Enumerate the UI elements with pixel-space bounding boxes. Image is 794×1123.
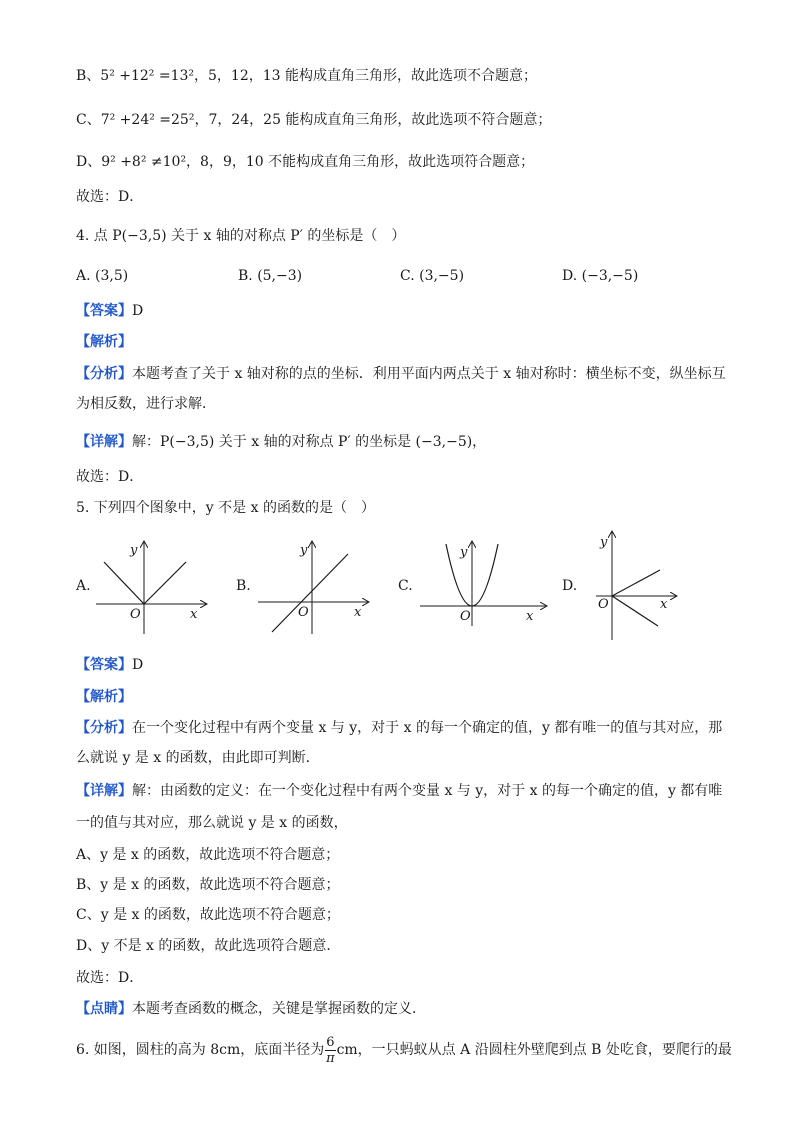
answer-tag: 【答案】 bbox=[76, 303, 132, 319]
q4-option-c: C. (3,−5) bbox=[400, 268, 465, 284]
x-label: x bbox=[660, 597, 668, 612]
item-a: A、y 是 x 的函数，故此选项不符合题意； bbox=[76, 847, 340, 863]
y-label: y bbox=[460, 545, 468, 560]
q6-text-post: cm，一只蚂蚁从点 A 沿圆柱外壁爬到点 B 处吃食，要爬行的最 bbox=[336, 1042, 732, 1058]
graph-a bbox=[88, 538, 218, 638]
item-c: C、y 是 x 的函数，故此选项不符合题意； bbox=[76, 907, 340, 923]
fraction-6-over-pi bbox=[325, 1035, 335, 1066]
fenxi-4-line-2: 为相反数，进行求解． bbox=[76, 396, 216, 412]
option-c-explanation: C、7² +24² =25²，7，24，25 能构成直角三角形，故此选项不符合题意； bbox=[76, 112, 552, 128]
origin-label: O bbox=[598, 597, 609, 612]
graph-d bbox=[580, 528, 680, 642]
conclusion-line-1: 故选：D． bbox=[76, 189, 144, 205]
graph-c bbox=[416, 538, 550, 628]
answer-5 bbox=[76, 655, 143, 675]
question-4: 4. 点 P(−3,5) 关于 x 轴的对称点 P′ 的坐标是（ ） bbox=[76, 228, 406, 244]
item-d: D、y 不是 x 的函数，故此选项符合题意． bbox=[76, 938, 341, 954]
x-label: x bbox=[526, 609, 534, 624]
y-label: y bbox=[600, 535, 608, 550]
q6-text-pre: 6. 如图，圆柱的高为 8cm，底面半径为 bbox=[76, 1042, 325, 1058]
fenxi-tag: 【分析】 bbox=[76, 366, 132, 382]
analysis-heading-5 bbox=[76, 687, 132, 707]
conclusion-line-3: 故选：D． bbox=[76, 970, 144, 986]
graph-c-label: C. bbox=[398, 578, 413, 594]
q4-option-b: B. (5,−3) bbox=[238, 268, 303, 284]
dianjing-tag: 【点睛】 bbox=[76, 1001, 132, 1017]
xiangjie-5-line-1 bbox=[76, 781, 722, 801]
graph-b bbox=[250, 538, 380, 638]
item-b: B、y 是 x 的函数，故此选项不符合题意； bbox=[76, 877, 340, 893]
analysis-heading-4 bbox=[76, 332, 132, 352]
graph-line bbox=[272, 554, 348, 632]
answer-value: D bbox=[132, 303, 144, 319]
graph-line-up bbox=[612, 570, 660, 596]
fenxi-5-line-1 bbox=[76, 718, 722, 738]
xiangjie-text: 解：由函数的定义：在一个变化过程中有两个变量 x 与 y，对于 x 的每一个确定的值，y 都有唯 bbox=[132, 783, 723, 799]
fenxi-tag: 【分析】 bbox=[76, 720, 132, 736]
graph-a-label: A. bbox=[76, 578, 91, 594]
fenxi-5-line-2: 么就说 y 是 x 的函数，由此即可判断． bbox=[76, 750, 320, 766]
conclusion-line-2: 故选：D． bbox=[76, 469, 144, 485]
q4-option-a: A. (3,5) bbox=[76, 268, 129, 284]
analysis-tag: 【解析】 bbox=[76, 689, 132, 705]
xiangjie-4 bbox=[76, 432, 486, 452]
graph-line bbox=[144, 562, 186, 604]
xiangjie-text: 解：P(−3,5) 关于 x 轴的对称点 P′ 的坐标是 (−3,−5)， bbox=[132, 434, 487, 450]
x-label: x bbox=[354, 605, 362, 620]
graph-d-label: D. bbox=[562, 578, 578, 594]
origin-label: O bbox=[298, 605, 309, 620]
graph-line bbox=[104, 562, 144, 604]
graph-line-down bbox=[612, 596, 658, 626]
question-5: 5. 下列四个图象中，y 不是 x 的函数的是（ ） bbox=[76, 500, 375, 516]
xiangjie-tag: 【详解】 bbox=[76, 783, 132, 799]
dianjing bbox=[76, 999, 426, 1019]
origin-label: O bbox=[460, 609, 471, 624]
y-label: y bbox=[300, 543, 308, 558]
x-label: x bbox=[190, 607, 198, 622]
fenxi-text: 本题考查了关于 x 轴对称的点的坐标．利用平面内两点关于 x 轴对称时：横坐标不变，纵坐标互 bbox=[132, 366, 726, 382]
q4-option-d: D. (−3,−5) bbox=[562, 268, 639, 284]
fenxi-4-line-1 bbox=[76, 364, 726, 384]
question-6 bbox=[76, 1030, 732, 1070]
xiangjie-tag: 【详解】 bbox=[76, 434, 132, 450]
fraction-numerator: 6 bbox=[326, 1034, 335, 1050]
graph-b-label: B. bbox=[236, 578, 251, 594]
option-b-explanation: B、5² +12² =13²，5，12，13 能构成直角三角形，故此选项不合题意； bbox=[76, 68, 538, 84]
answer-tag: 【答案】 bbox=[76, 657, 132, 673]
option-d-explanation: D、9² +8² ≠10²，8，9，10 不能构成直角三角形，故此选项符合题意； bbox=[76, 154, 535, 170]
answer-value: D bbox=[132, 657, 144, 673]
dianjing-text: 本题考查函数的概念，关键是掌握函数的定义． bbox=[132, 1001, 426, 1017]
fenxi-text: 在一个变化过程中有两个变量 x 与 y，对于 x 的每一个确定的值，y 都有唯一的值与其对应，那 bbox=[132, 720, 723, 736]
fraction-denominator: π bbox=[326, 1050, 335, 1066]
xiangjie-5-line-2: 一的值与其对应，那么就说 y 是 x 的函数， bbox=[76, 815, 348, 831]
origin-label: O bbox=[130, 607, 141, 622]
y-label: y bbox=[130, 543, 138, 558]
answer-4 bbox=[76, 301, 143, 321]
analysis-tag: 【解析】 bbox=[76, 334, 132, 350]
